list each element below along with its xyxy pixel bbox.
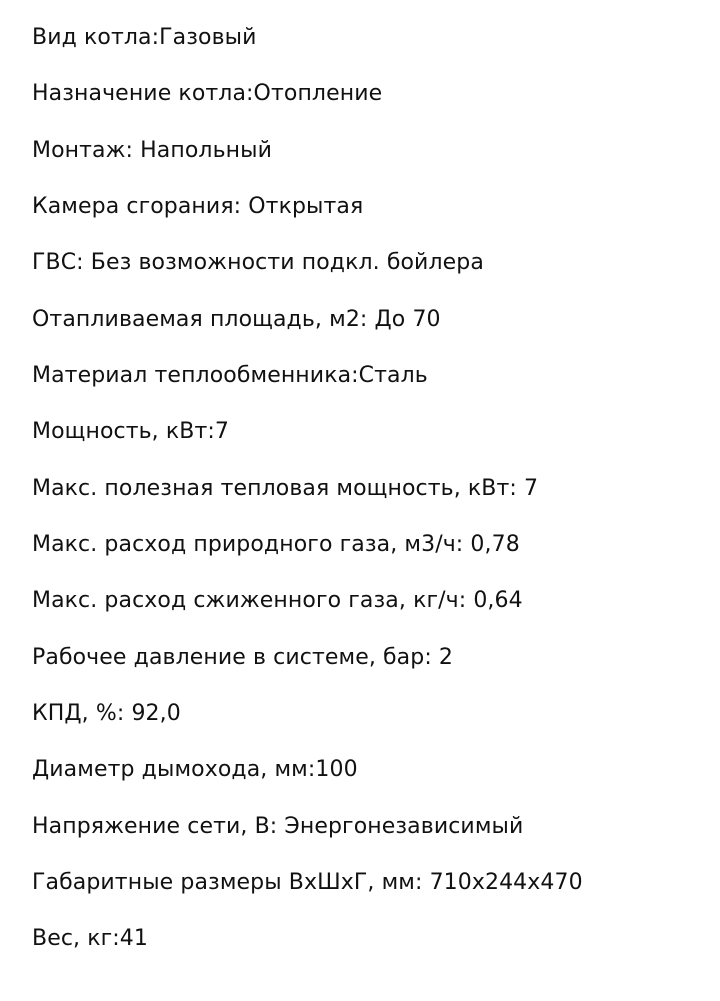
spec-mains-voltage: Напряжение сети, В: Энергонезависимый <box>32 814 524 839</box>
spec-natural-gas-consumption: Макс. расход природного газа, м3/ч: 0,78 <box>32 532 520 557</box>
spec-power: Мощность, кВт:7 <box>32 419 229 444</box>
spec-boiler-purpose: Назначение котла:Отопление <box>32 81 383 106</box>
spec-efficiency: КПД, %: 92,0 <box>32 701 181 726</box>
spec-dimensions: Габаритные размеры ВхШхГ, мм: 710х244х470 <box>32 870 583 895</box>
spec-hot-water: ГВС: Без возможности подкл. бойлера <box>32 250 484 275</box>
spec-max-useful-power: Макс. полезная тепловая мощность, кВт: 7 <box>32 476 539 501</box>
spec-working-pressure: Рабочее давление в системе, бар: 2 <box>32 645 454 670</box>
spec-boiler-type: Вид котла:Газовый <box>32 25 257 50</box>
spec-combustion-chamber: Камера сгорания: Открытая <box>32 194 364 219</box>
spec-chimney-diameter: Диаметр дымохода, мм:100 <box>32 757 358 782</box>
spec-heat-exchanger-material: Материал теплообменника:Сталь <box>32 363 428 388</box>
spec-mounting: Монтаж: Напольный <box>32 138 272 163</box>
spec-liquefied-gas-consumption: Макс. расход сжиженного газа, кг/ч: 0,64 <box>32 588 523 613</box>
spec-heated-area: Отапливаемая площадь, м2: До 70 <box>32 307 441 332</box>
spec-weight: Вес, кг:41 <box>32 926 148 951</box>
